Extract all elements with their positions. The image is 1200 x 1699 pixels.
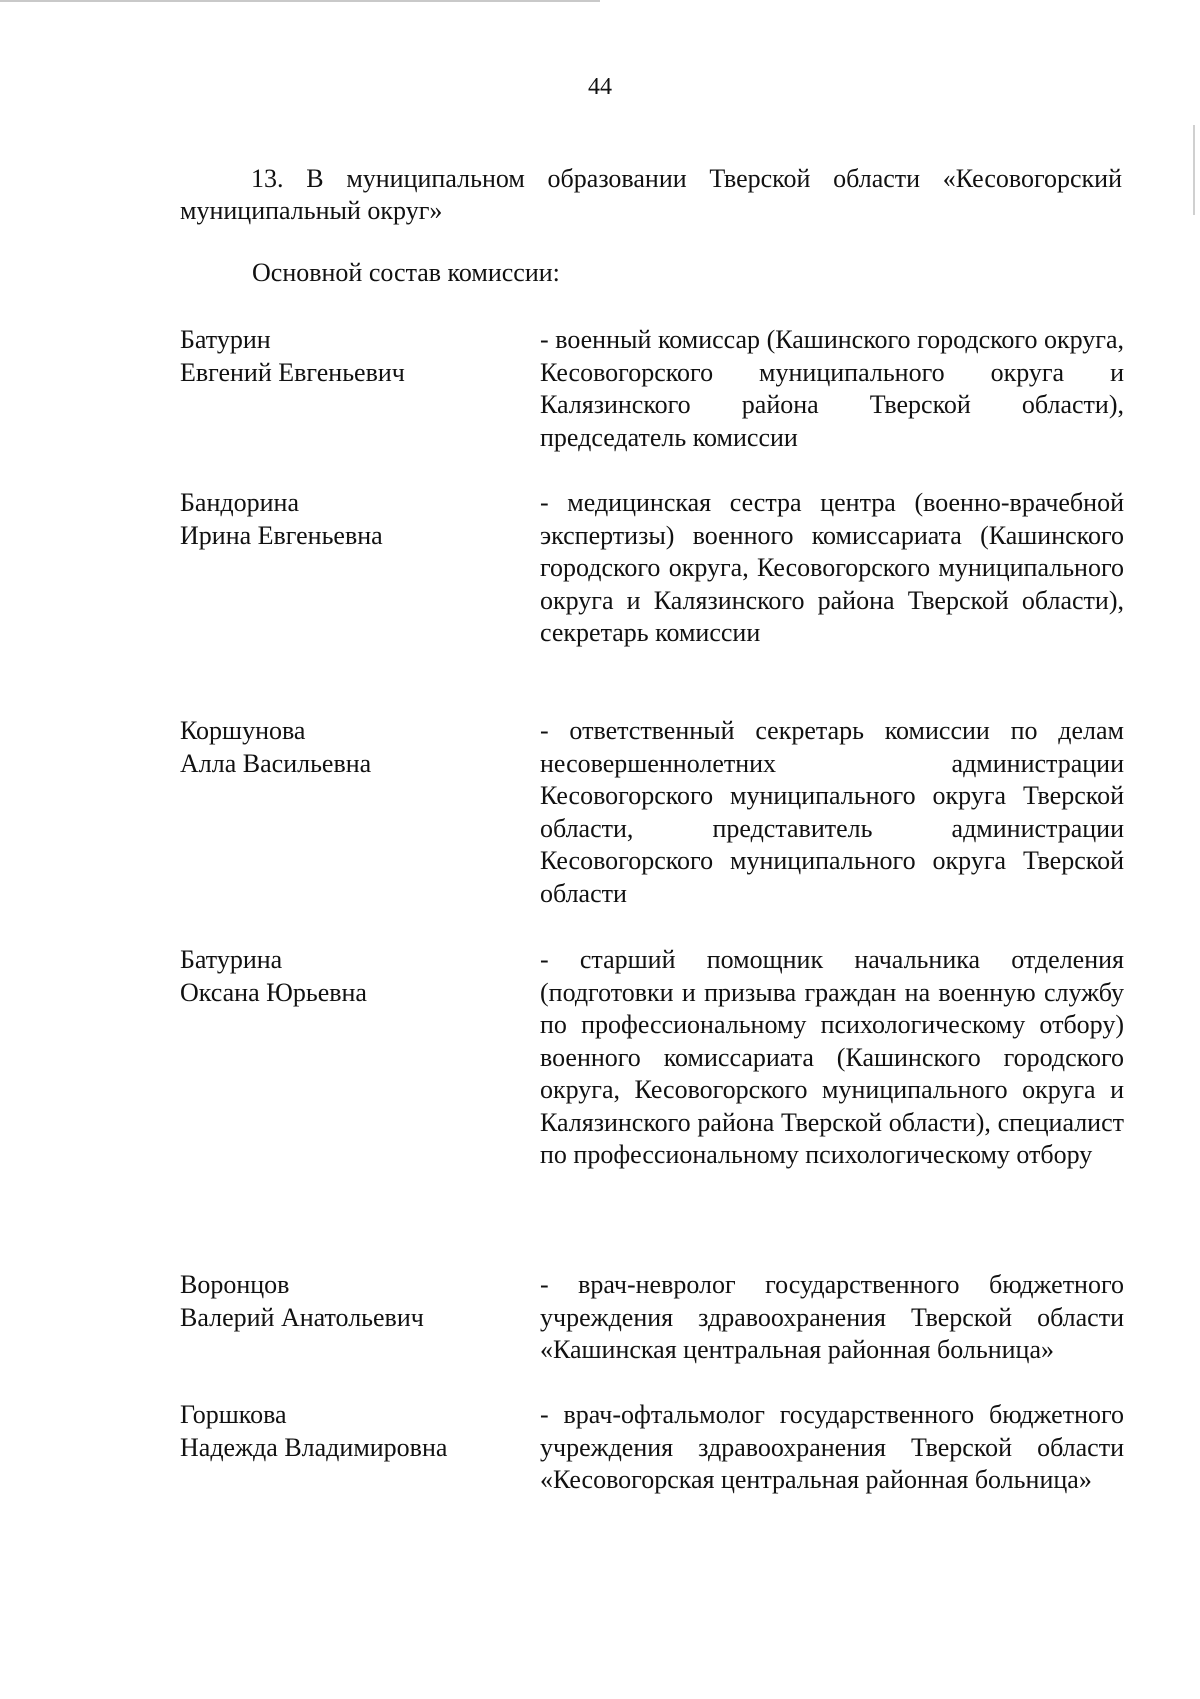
member-surname: Коршунова xyxy=(180,716,306,745)
member-role: - старший помощник начальника отделения (подготовки и призыва граждан на военную службу по профессиональному психологическому отбору) военного комиссариата (Кашинского городского округа, Кесовогорского муниципального округа и Калязинского района Тверской области), специалист по профессиональному психологическому отбору xyxy=(540,945,1124,1169)
scan-artifact-mark xyxy=(1193,125,1195,215)
member-surname: Горшкова xyxy=(180,1400,287,1429)
member-surname: Воронцов xyxy=(180,1270,290,1299)
member-given-names: Надежда Владимировна xyxy=(180,1432,448,1462)
composition-label: Основной состав комиссии: xyxy=(252,258,560,287)
member-role: - врач-офтальмолог государственного бюджетного учреждения здравоохранения Тверской области «Кесовогорская центральная районная больница» xyxy=(540,1400,1124,1494)
member-name xyxy=(180,715,510,780)
member-name xyxy=(180,944,510,1009)
member-name xyxy=(180,1269,510,1334)
member-role: - врач-невролог государственного бюджетного учреждения здравоохранения Тверской области «Кашинская центральная районная больница» xyxy=(540,1270,1124,1364)
member-given-names: Алла Васильевна xyxy=(180,748,372,778)
scan-artifact-line xyxy=(0,0,600,2)
member-role: - военный комиссар (Кашинского городского округа, Кесовогорского муниципального округа и Калязинского района Тверской области), председатель комиссии xyxy=(540,325,1124,452)
member-surname: Батурина xyxy=(180,945,283,974)
page-number: 44 xyxy=(588,74,612,100)
member-surname: Бандорина xyxy=(180,488,299,517)
member-given-names: Оксана Юрьевна xyxy=(180,977,367,1007)
member-surname: Батурин xyxy=(180,325,271,354)
member-name xyxy=(180,1399,510,1464)
member-given-names: Валерий Анатольевич xyxy=(180,1302,424,1332)
member-name xyxy=(180,324,510,389)
member-given-names: Ирина Евгеньевна xyxy=(180,520,383,550)
member-name xyxy=(180,487,510,552)
member-given-names: Евгений Евгеньевич xyxy=(180,357,405,387)
member-role: - медицинская сестра центра (военно-врачебной экспертизы) военного комиссариата (Кашинского городского округа, Кесовогорского муниципального округа и Калязинского района Тверской области), секретарь комиссии xyxy=(540,488,1124,647)
member-role: - ответственный секретарь комиссии по делам несовершеннолетних администрации Кесовогорского муниципального округа Тверской области, представитель администрации Кесовогорского муниципального округа Тверской области xyxy=(540,716,1124,908)
section-heading: 13. В муниципальном образовании Тверской области «Кесовогорский муниципальный округ» xyxy=(180,164,1122,225)
